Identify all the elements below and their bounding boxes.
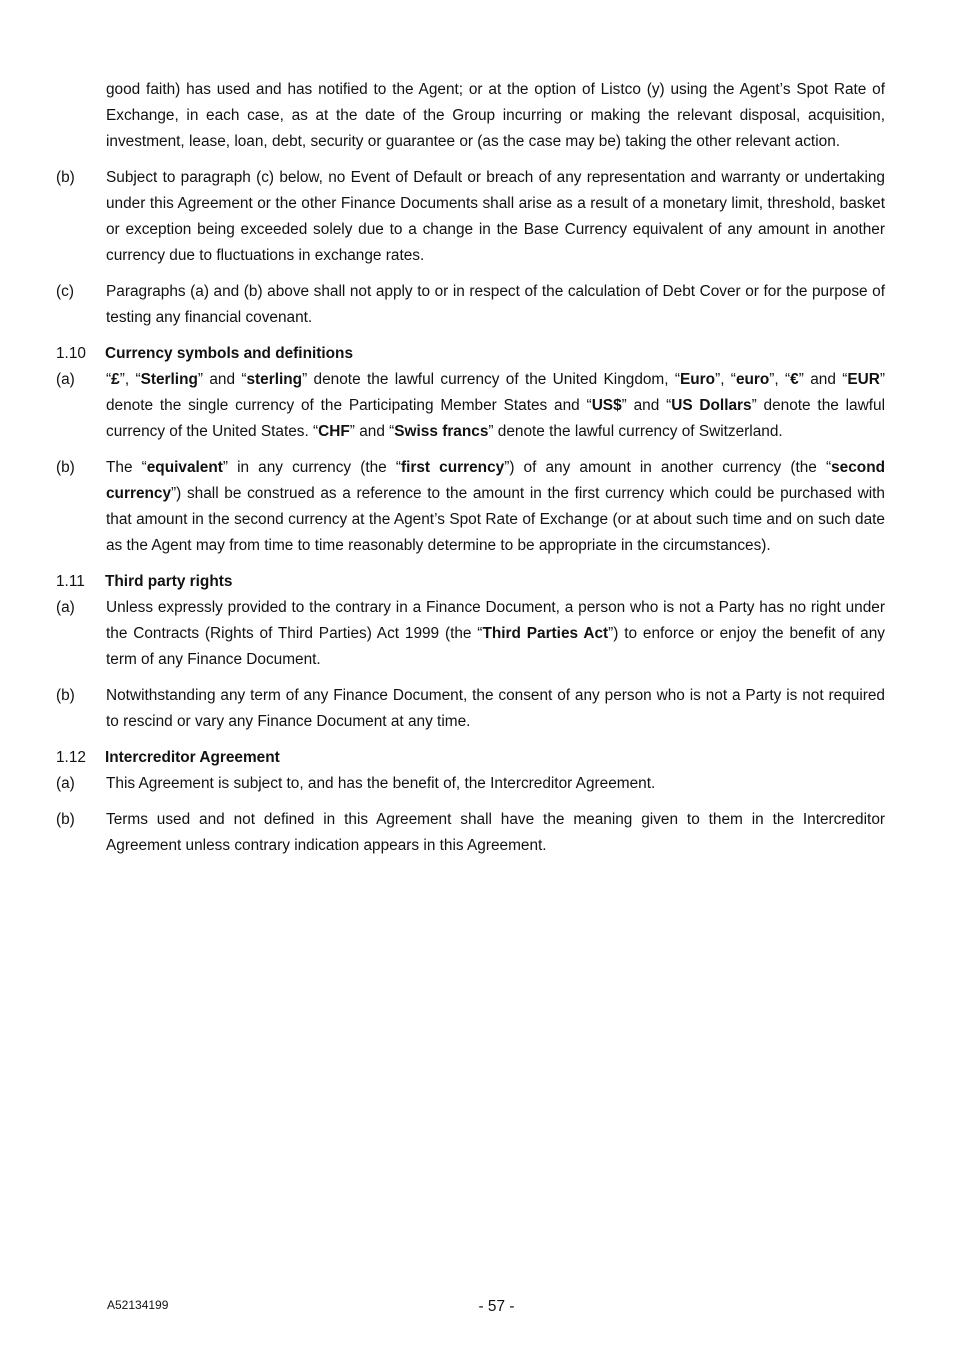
clause-item-c: [56, 279, 885, 331]
clause-text: “£”, “Sterling” and “sterling” denote the lawful currency of the United Kingdom, “Euro”, “euro”, “€” and “EUR” denote the single currency of the Participating Member States and “US$” and “US Dollars” denote the lawful currency of the United States. “CHF” and “Swiss francs” denote the lawful currency of Switzerland.: [106, 371, 885, 440]
section-heading-1-11: [56, 569, 885, 595]
clause-marker: (c): [56, 283, 74, 300]
clause-item-b: [56, 165, 885, 269]
defined-term: sterling: [246, 371, 303, 388]
defined-term: Sterling: [140, 371, 198, 388]
defined-term: equivalent: [146, 459, 223, 476]
page-body: [56, 77, 885, 869]
defined-term: €: [790, 371, 799, 388]
defined-term: EUR: [847, 371, 880, 388]
clause-1-10-a: [56, 367, 885, 445]
defined-term: euro: [735, 371, 770, 388]
clause-1-12-a: [56, 771, 885, 797]
clause-text: Unless expressly provided to the contrary in a Finance Document, a person who is not a Party has no right under the Contracts (Rights of Third Parties) Act 1999 (the “Third Parties Act”) to enforce or enjoy the benefit of any term of any Finance Document.: [106, 599, 885, 668]
clause-marker: (b): [56, 169, 75, 186]
defined-term: £: [111, 371, 120, 388]
clause-text: This Agreement is subject to, and has the benefit of, the Intercreditor Agreement.: [106, 775, 656, 792]
defined-term: US Dollars: [671, 397, 752, 414]
defined-term: Third Parties Act: [482, 625, 609, 642]
clause-1-11-a: [56, 595, 885, 673]
defined-term: Euro: [680, 371, 716, 388]
clause-marker: (b): [56, 687, 75, 704]
section-number: 1.10: [56, 345, 86, 362]
section-heading-1-10: [56, 341, 885, 367]
defined-term: second currency: [106, 459, 885, 502]
clause-1-12-b: [56, 807, 885, 859]
section-heading-1-12: [56, 745, 885, 771]
defined-term: Swiss francs: [394, 423, 489, 440]
document-reference: A52134199: [107, 1298, 169, 1312]
section-number: 1.11: [56, 573, 85, 590]
clause-text: Paragraphs (a) and (b) above shall not apply to or in respect of the calculation of Debt Cover or for the purpose of testing any financial covenant.: [106, 283, 885, 326]
clause-marker: (b): [56, 459, 75, 476]
clause-marker: (a): [56, 775, 75, 792]
section-title: Third party rights: [105, 573, 233, 590]
clause-text: Subject to paragraph (c) below, no Event of Default or breach of any representation and warranty or undertaking under this Agreement or the other Finance Documents shall arise as a result of a monetary limit, threshold, basket or exception being exceeded solely due to a change in the Base Currency equivalent of any amount in another currency due to fluctuations in exchange rates.: [106, 169, 885, 264]
clause-1-11-b: [56, 683, 885, 735]
section-title: Currency symbols and definitions: [105, 345, 354, 362]
continued-paragraph-text: good faith) has used and has notified to the Agent; or at the option of Listco (y) using the Agent’s Spot Rate of Exchange, in each case, as at the date of the Group incurring or making the relevant disposal, acquisition, investment, lease, loan, debt, security or guarantee or (as the case may be) taking the other relevant action.: [106, 81, 885, 150]
defined-term: first currency: [400, 459, 505, 476]
section-number: 1.12: [56, 749, 86, 766]
clause-text: Notwithstanding any term of any Finance Document, the consent of any person who is not a Party is not required to rescind or vary any Finance Document at any time.: [106, 687, 885, 730]
clause-1-10-b: [56, 455, 885, 559]
clause-text: Terms used and not defined in this Agreement shall have the meaning given to them in the Intercreditor Agreement unless contrary indication appears in this Agreement.: [106, 811, 885, 854]
page-number: - 57 -: [478, 1298, 515, 1315]
clause-marker: (a): [56, 599, 75, 616]
section-title: Intercreditor Agreement: [105, 749, 280, 766]
clause-marker: (b): [56, 811, 75, 828]
defined-term: CHF: [318, 423, 350, 440]
clause-marker: (a): [56, 371, 75, 388]
defined-term: US$: [591, 397, 622, 414]
clause-text: The “equivalent” in any currency (the “first currency”) of any amount in another currency (the “second currency”) shall be construed as a reference to the amount in the first currency which could be purchased with that amount in the second currency at the Agent’s Spot Rate of Exchange (or at about such time and on such date as the Agent may from time to time reasonably determine to be appropriate in the circumstances).: [106, 459, 885, 554]
continued-paragraph: [56, 77, 885, 155]
